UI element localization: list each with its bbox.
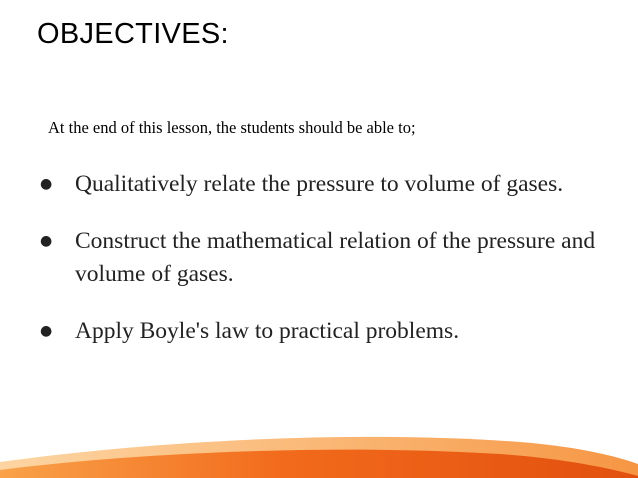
bullet-icon: ● xyxy=(40,233,53,249)
objective-item xyxy=(40,315,600,348)
bullet-icon: ● xyxy=(40,323,53,339)
objective-text: Apply Boyle's law to practical problems. xyxy=(75,318,460,344)
intro-text: At the end of this lesson, the students should be able to; xyxy=(48,118,416,137)
objective-text: Construct the mathematical relation of the pressure and volume of gases. xyxy=(75,228,596,287)
objective-item xyxy=(40,168,600,201)
objectives-list xyxy=(40,168,600,372)
slide-title: OBJECTIVES: xyxy=(37,18,229,50)
objective-text: Qualitatively relate the pressure to volume of gases. xyxy=(75,171,564,197)
orange-swoosh-decoration xyxy=(0,400,638,478)
bullet-icon: ● xyxy=(40,176,53,192)
objective-item xyxy=(40,225,600,291)
